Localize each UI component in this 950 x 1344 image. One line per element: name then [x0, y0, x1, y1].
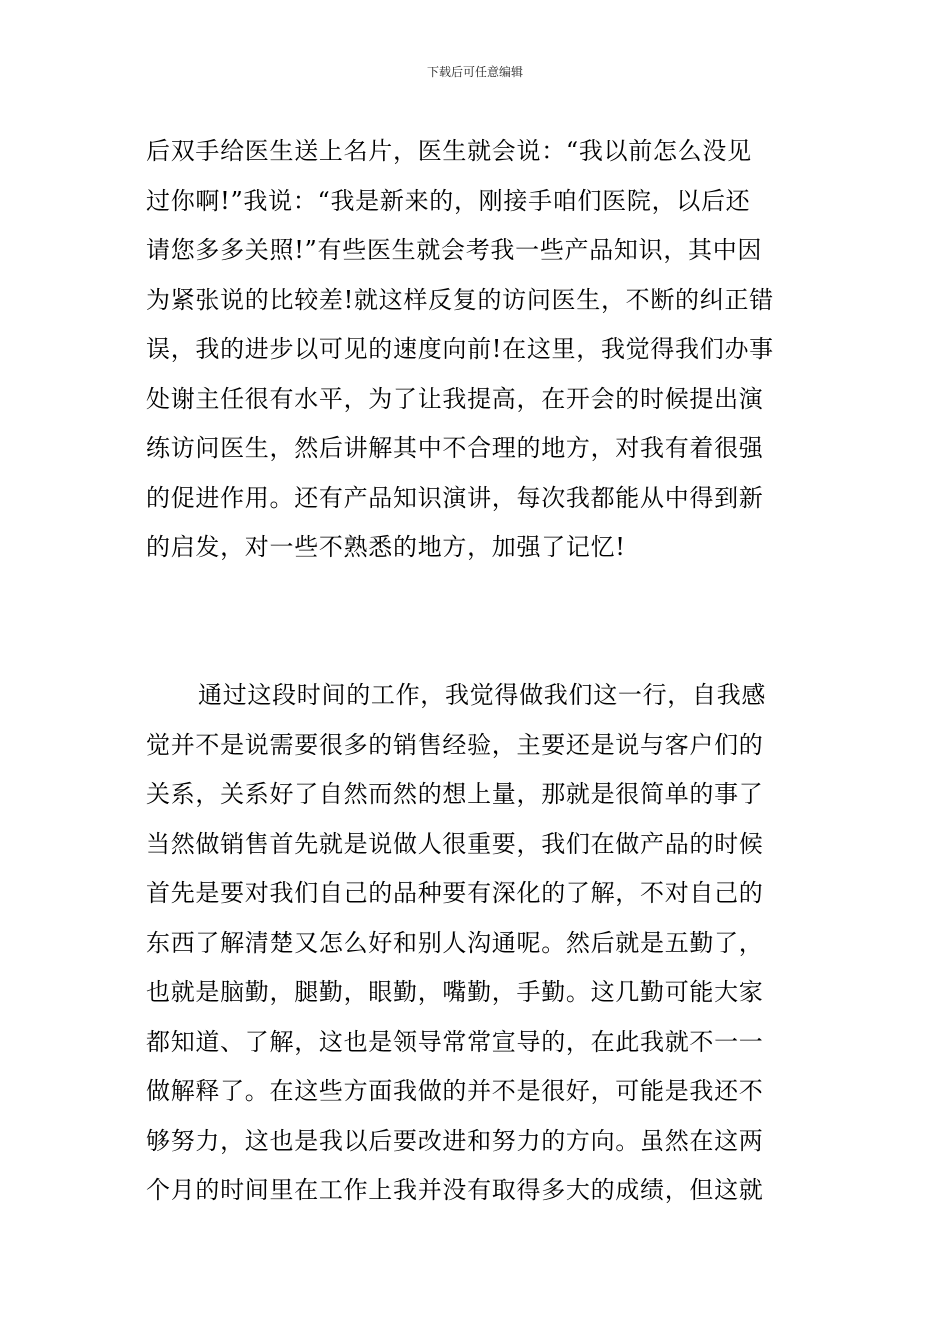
text-line: 请您多多关照!”有些医生就会考我一些产品知识，其中因	[146, 236, 763, 264]
text-line: 够努力，这也是我以后要改进和努力的方向。虽然在这两	[146, 1126, 764, 1155]
text-line: 的促进作用。还有产品知识演讲，每次我都能从中得到新	[146, 483, 764, 512]
text-line: 误，我的进步以可见的速度向前!在这里，我觉得我们办事	[146, 335, 774, 363]
paragraph-2	[146, 671, 806, 1216]
text-line: 处谢主任很有水平，为了让我提高，在开会的时候提出演	[146, 384, 764, 413]
text-line: 通过这段时间的工作，我觉得做我们这一行，自我感	[198, 681, 767, 709]
text-line: 做解释了。在这些方面我做的并不是很好，可能是我还不	[146, 1077, 764, 1105]
text-line: 为紧张说的比较差!就这样反复的访问医生，不断的纠正错	[146, 285, 774, 314]
text-line: 也就是脑勤，腿勤，眼勤，嘴勤，手勤。这几勤可能大家	[146, 978, 764, 1006]
text-line: 觉并不是说需要很多的销售经验，主要还是说与客户们的	[146, 730, 764, 759]
paragraph-1	[146, 127, 806, 573]
text-line: 东西了解清楚又怎么好和别人沟通呢。然后就是五勤了，	[146, 928, 764, 957]
text-line: 都知道、了解，这也是领导常常宣导的，在此我就不一一	[146, 1027, 764, 1056]
text-line: 练访问医生，然后讲解其中不合理的地方，对我有着很强	[146, 434, 764, 462]
text-line: 首先是要对我们自己的品种要有深化的了解，不对自己的	[146, 879, 764, 907]
text-line: 当然做销售首先就是说做人很重要，我们在做产品的时候	[146, 829, 764, 858]
text-line: 过你啊!”我说：“我是新来的，刚接手咱们医院，以后还	[146, 186, 751, 215]
text-line: 个月的时间里在工作上我并没有取得多大的成绩，但这就	[146, 1176, 764, 1204]
page-header: 下载后可任意编辑	[426, 65, 523, 79]
text-line: 的启发，对一些不熟悉的地方，加强了记忆!	[146, 533, 626, 561]
text-line: 关系，关系好了自然而然的想上量，那就是很简单的事了	[146, 780, 764, 808]
text-line: 后双手给医生送上名片，医生就会说：“我以前怎么没见	[146, 137, 752, 165]
